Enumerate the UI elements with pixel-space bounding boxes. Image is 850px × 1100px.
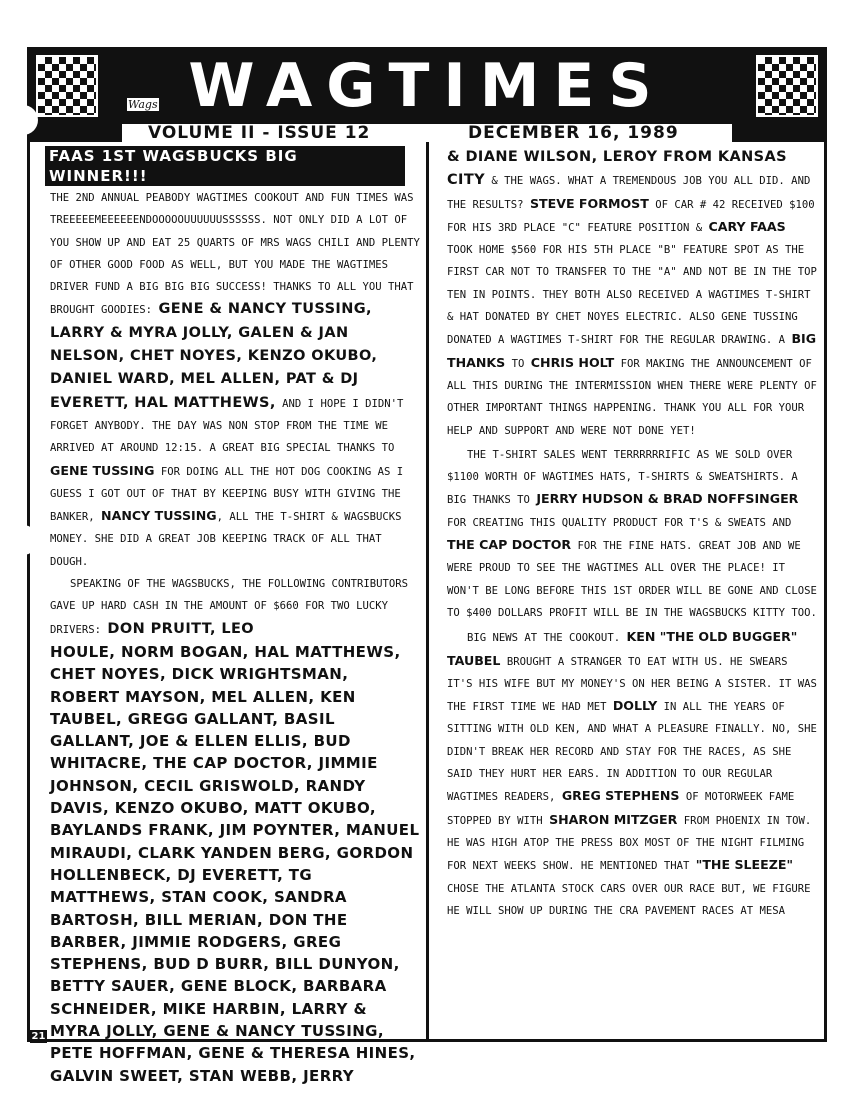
- highlight-name: SHARON MITZGER: [549, 811, 678, 827]
- highlight-name: STEVE FORMOST: [529, 195, 649, 211]
- checkered-flag-icon: [756, 55, 818, 117]
- newsletter-title: WAGTIMES: [188, 51, 666, 121]
- highlight-name: KEN "THE OLD BUGGER" TAUBEL: [447, 629, 798, 668]
- highlight-text: BIG THANKS: [447, 331, 817, 370]
- column-divider: [426, 142, 429, 1042]
- right-column: [447, 146, 817, 922]
- article-paragraph: & DIANE WILSON, LEROY FROM KANSAS CITY & THE WAGS. WHAT A TREMENDOUS JOB YOU ALL DID. AND THE RESULTS? STEVE FORMOST OF CAR # 42 RECEIVED $100 FOR HIS 3RD PLACE "C" FEATURE POSITION & CARY FAAS TOOK HOME $560 FOR HIS 5TH PLACE "B" FEATURE SPOT AS THE FIRST CAR NOT TO TRANSFER TO THE "A" AND NOT BE IN THE TOP TEN IN POINTS. THEY BOTH ALSO RECEIVED A WAGTIMES T-SHIRT & HAT DONATED BY CHET NOYES ELECTRIC. ALSO GENE TUSSING DONATED A WAGTIMES T-SHIRT FOR THE REGULAR DRAWING. A BIG THANKS TO CHRIS HOLT FOR MAKING THE ANNOUNCEMENT OF ALL THIS DURING THE INTERMISSION WHEN THERE WERE PLENTY OF OTHER IMPORTANT THINGS HAPPENING. THANK YOU ALL FOR YOUR HELP AND SUPPORT AND WERE NOT DONE YET!: [447, 149, 817, 437]
- highlight-name: NANCY TUSSING: [101, 508, 217, 524]
- issue-bar: [30, 122, 824, 142]
- highlight-name: DOLLY: [612, 698, 658, 714]
- contributors-names: GENE & NANCY TUSSING, LARRY & MYRA JOLLY, GALEN & JAN NELSON, CHET NOYES, KENZO OKUBO, DANIEL WARD, MEL ALLEN, PAT & DJ EVERETT, HAL MATTHEWS,: [50, 301, 378, 411]
- highlight-name: THE CAP DOCTOR: [447, 537, 572, 553]
- checkered-flag-icon: [36, 55, 98, 117]
- article-paragraph: SPEAKING OF THE WAGSBUCKS, THE FOLLOWING CONTRIBUTORS GAVE UP HARD CASH IN THE AMOUNT OF $660 FOR TWO LUCKY DRIVERS: DON PRUITT, LEO: [50, 578, 409, 637]
- highlight-name: GREG STEPHENS: [561, 788, 680, 804]
- highlight-name: JERRY HUDSON & BRAD NOFFSINGER: [536, 491, 799, 507]
- donor-names-list: HOULE, NORM BOGAN, HAL MATTHEWS, CHET NOYES, DICK WRIGHTSMAN, ROBERT MAYSON, MEL ALLEN, KEN TAUBEL, GREGG GALLANT, BASIL GALLANT, JOE & ELLEN ELLIS, BUD WHITACRE, THE CAP DOCTOR, JIMMIE JOHNSON, CECIL GRISWOLD, RANDY DAVIS, KENZO OKUBO, MATT OKUBO, BAYLANDS FRANK, JIM POYNTER, MANUEL MIRAUDI, CLARK YANDEN BERG, GORDON HOLLENBECK, DJ EVERETT, TG MATTHEWS, STAN COOK, SANDRA BARTOSH, BILL MERIAN, DON THE BARBER, JIMMIE RODGERS, GREG STEPHENS, BUD D BURR, BILL DUNYON, BETTY SAUER, GENE BLOCK, BARBARA SCHNEIDER, MIKE HARBIN, LARRY & MYRA JOLLY, GENE & NANCY TUSSING, PETE HOFFMAN, GENE & THERESA HINES, GALVIN SWEET, STAN WEBB, JERRY: [50, 642, 420, 1085]
- article-paragraph: THE 2ND ANNUAL PEABODY WAGTIMES COOKOUT AND FUN TIMES WAS TREEEEEMEEEEEENDOOOOOUUUUUUSSSSSS. NOT ONLY DID A LOT OF YOU SHOW UP AND EAT 25 QUARTS OF MRS WAGS CHILI AND PLENTY OF OTHER GOOD FOOD AS WELL, BUT YOU MADE THE WAGTIMES DRIVER FUND A BIG BIG BIG SUCCESS! THANKS TO ALL YOU THAT BROUGHT GOODIES: GENE & NANCY TUSSING, LARRY & MYRA JOLLY, GALEN & JAN NELSON, CHET NOYES, KENZO OKUBO, DANIEL WARD, MEL ALLEN, PAT & DJ EVERETT, HAL MATTHEWS, AND I HOPE I DIDN'T FORGET ANYBODY. THE DAY WAS NON STOP FROM THE TIME WE ARRIVED AT AROUND 12:15. A GREAT BIG SPECIAL THANKS TO GENE TUSSING FOR DOING ALL THE HOT DOG COOKING AS I GUESS I GOT OUT OF THAT BY KEEPING BUSY WITH GIVING THE BANKER, NANCY TUSSING, ALL THE T-SHIRT & WAGSBUCKS MONEY. SHE DID A GREAT JOB KEEPING TRACK OF ALL THAT DOUGH.: [50, 192, 420, 568]
- highlight-name: & DIANE WILSON, LEROY FROM KANSAS CITY: [447, 149, 787, 189]
- highlight-name: CARY FAAS: [708, 218, 786, 234]
- donor-names: DON PRUITT, LEO: [107, 620, 255, 637]
- masthead: [30, 50, 824, 122]
- highlight-name: CHRIS HOLT: [530, 354, 615, 370]
- page-number: 21: [31, 1031, 46, 1042]
- left-column: [50, 146, 420, 1087]
- issue-date: DECEMBER 16, 1989: [468, 123, 679, 143]
- article-headline: FAAS 1ST WAGSBUCKS BIG WINNER!!!: [45, 146, 405, 186]
- highlight-name: "THE SLEEZE": [695, 857, 794, 873]
- article-paragraph: BIG NEWS AT THE COOKOUT. KEN "THE OLD BUGGER" TAUBEL BROUGHT A STRANGER TO EAT WITH US. HE SWEARS IT'S HIS WIFE BUT MY MONEY'S ON HER BEING A SISTER. IT WAS THE FIRST TIME WE HAD MET DOLLY IN ALL THE YEARS OF SITTING WITH OLD KEN, AND WHAT A PLEASURE FINALLY. NO, SHE DIDN'T BREAK HER RECORD AND STAY FOR THE RACES, AS SHE SAID THEY HURT HER EARS. IN ADDITION TO OUR REGULAR WAGTIMES READERS, GREG STEPHENS OF MOTORWEEK FAME STOPPED BY WITH SHARON MITZGER FROM PHOENIX IN TOW. HE WAS HIGH ATOP THE PRESS BOX MOST OF THE NIGHT FILMING FOR NEXT WEEKS SHOW. HE MENTIONED THAT "THE SLEEZE" CHOSE THE ATLANTA STOCK CARS OVER OUR RACE BUT, WE FIGURE HE WILL SHOW UP DURING THE CRA PAVEMENT RACES AT MESA: [447, 629, 817, 917]
- volume-issue: VOLUME II - ISSUE 12: [148, 123, 371, 143]
- article-paragraph: THE T-SHIRT SALES WENT TERRRRRRIFIC AS WE SOLD OVER $1100 WORTH OF WAGTIMES HATS, T-SHIRTS & SWEATSHIRTS. A BIG THANKS TO JERRY HUDSON & BRAD NOFFSINGER FOR CREATING THIS QUALITY PRODUCT FOR T'S & SWEATS AND THE CAP DOCTOR FOR THE FINE HATS. GREAT JOB AND WE WERE PROUD TO SEE THE WAGTIMES ALL OVER THE PLACE! IT WON'T BE LONG BEFORE THIS 1ST ORDER WILL BE GONE AND CLOSE TO $400 DOLLARS PROFIT WILL BE IN THE WAGSBUCKS KITTY TOO.: [447, 448, 817, 619]
- wags-signature: Wags: [128, 98, 158, 111]
- highlight-name: GENE TUSSING: [50, 462, 155, 478]
